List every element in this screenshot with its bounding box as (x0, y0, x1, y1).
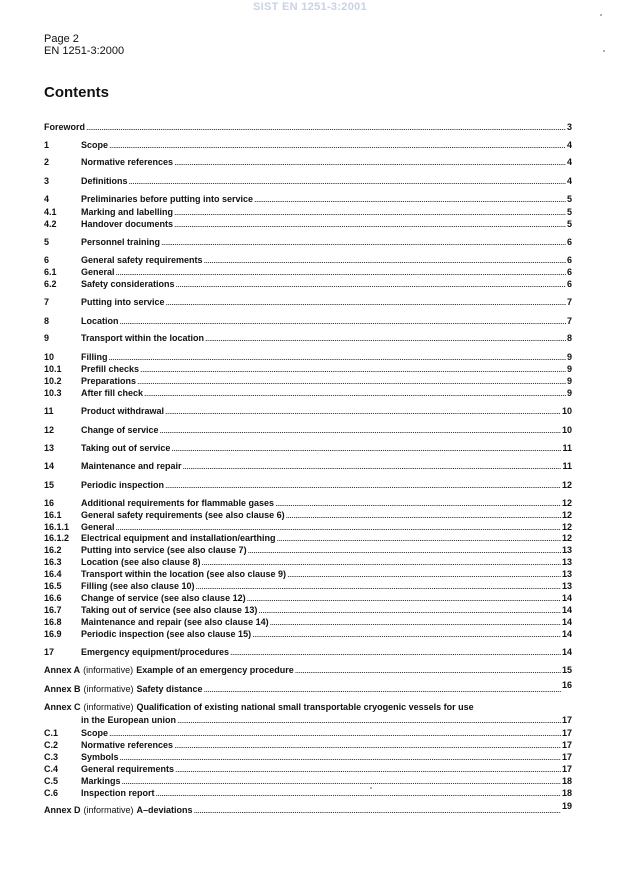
toc-entry-number: C.3 (44, 752, 59, 762)
toc-entry[interactable] (44, 218, 572, 230)
toc-entry-title: Taking out of service (see also clause 13) (81, 605, 258, 615)
toc-entry-number: 11 (44, 406, 54, 416)
toc-entry-title: Normative references (81, 740, 174, 750)
toc-entry-page: 17 (561, 728, 572, 738)
dot-leader (248, 544, 561, 556)
toc-entry-title: Putting into service (see also clause 7) (81, 545, 247, 555)
dot-leader (174, 206, 566, 218)
toc-entry-page: 14 (561, 605, 572, 615)
dot-leader (174, 156, 566, 168)
toc-entry-title: Scope (81, 728, 109, 738)
toc-entry-page: 9 (566, 364, 572, 374)
toc-entry-page: 11 (562, 461, 572, 471)
toc-entry[interactable] (44, 405, 572, 417)
toc-entry-page: 14 (561, 593, 572, 603)
toc-entry-title: Filling (81, 352, 108, 362)
toc-entry[interactable] (44, 121, 572, 133)
toc-entry-number: 16.6 (44, 593, 62, 603)
toc-entry-title: Electrical equipment and installation/earthing (81, 533, 276, 543)
toc-entry-title: Normative references (81, 157, 174, 167)
annex-label: Annex C (44, 702, 81, 712)
toc-entry-number: 10.2 (44, 376, 62, 386)
toc-entry-number: 16.5 (44, 581, 62, 591)
toc-entry-title: Location (see also clause 8) (81, 557, 201, 567)
toc-entry[interactable] (44, 351, 572, 363)
toc-entry-number: 16.1.1 (44, 522, 70, 532)
toc-entry-title: General (81, 267, 115, 277)
dot-leader (252, 628, 561, 640)
toc-entry[interactable] (44, 266, 572, 278)
dot-leader (140, 363, 566, 375)
toc-entry-page: 7 (566, 316, 572, 326)
toc-entry-number: 6.1 (44, 267, 57, 277)
toc-entry-number: 4.1 (44, 207, 57, 217)
toc-entry-page: 16 (561, 680, 572, 690)
toc-entry[interactable] (44, 479, 572, 491)
toc-entry-title: Product withdrawal (81, 406, 165, 416)
toc-entry-number: C.4 (44, 764, 59, 774)
toc-entry-title: Periodic inspection (see also clause 15) (81, 629, 252, 639)
toc-entry-page: 5 (566, 194, 572, 204)
toc-entry-page: 3 (566, 122, 572, 132)
toc-entry-title: Maintenance and repair (see also clause 14) (81, 617, 269, 627)
toc-entry-number: 5 (44, 237, 50, 247)
toc-entry-number: 9 (44, 333, 50, 343)
toc-entry-page: 14 (561, 647, 572, 657)
toc-entry-page: 4 (566, 157, 572, 167)
toc-entry-page: 6 (566, 267, 572, 277)
toc-entry[interactable] (44, 175, 572, 187)
dot-leader (165, 405, 561, 417)
dot-leader (122, 775, 561, 787)
toc-entry[interactable] (44, 763, 572, 775)
toc-entry-title: Markings (81, 776, 121, 786)
dot-leader (120, 751, 561, 763)
dot-leader (120, 315, 566, 327)
toc-entry-number: 2 (44, 157, 50, 167)
toc-entry-number: C.1 (44, 728, 59, 738)
dot-leader (287, 568, 561, 580)
dot-leader (175, 763, 561, 775)
toc-entry[interactable] (44, 296, 572, 308)
toc-entry[interactable] (44, 616, 572, 628)
toc-entry-title: A–deviations (136, 805, 193, 815)
toc-entry-page: 17 (561, 752, 572, 762)
dot-leader (194, 804, 561, 816)
dot-leader (165, 479, 561, 491)
toc-entry[interactable] (44, 509, 572, 521)
dot-leader (205, 332, 566, 344)
toc-entry[interactable] (44, 751, 572, 763)
toc-entry-title: Transport within the location (see also clause 9) (81, 569, 287, 579)
toc-entry-page: 12 (561, 498, 572, 508)
toc-entry-title: Safety distance (136, 684, 203, 694)
toc-entry-title: Putting into service (81, 297, 165, 307)
toc-entry[interactable] (44, 787, 572, 799)
dot-leader (156, 787, 561, 799)
dot-leader (176, 278, 566, 290)
toc-entry-number: 6 (44, 255, 50, 265)
toc-entry-title: Qualification of existing national small transportable cryogenic vessels for use (136, 702, 474, 712)
toc-entry-page: 5 (566, 219, 572, 229)
toc-entry-page: 12 (561, 510, 572, 520)
toc-entry-title: Filling (see also clause 10) (81, 581, 195, 591)
toc-entry-number: 4.2 (44, 219, 57, 229)
toc-entry-number: 13 (44, 443, 55, 453)
toc-entry-number: 12 (44, 425, 55, 435)
dot-leader (230, 646, 561, 658)
dot-leader (254, 193, 566, 205)
toc-entry-title: Preliminaries before putting into service (81, 194, 254, 204)
toc-entry[interactable] (44, 775, 572, 787)
toc-entry[interactable] (44, 544, 572, 556)
dot-leader (116, 266, 566, 278)
toc-entry-page: 17 (561, 764, 572, 774)
dot-leader (171, 442, 561, 454)
dot-leader (183, 460, 562, 472)
dot-leader (174, 218, 566, 230)
standard-number: EN 1251-3:2000 (44, 45, 125, 57)
toc-entry-title: Emergency equipment/procedures (81, 647, 230, 657)
toc-entry-number: 1 (44, 140, 50, 150)
dot-leader (258, 604, 561, 616)
toc-entry-page: 19 (561, 801, 572, 811)
toc-entry-number: 8 (44, 316, 50, 326)
toc-entry-number: 10.1 (44, 364, 62, 374)
dot-leader (277, 532, 561, 544)
toc-entry[interactable] (44, 424, 572, 436)
toc-entry[interactable] (44, 460, 572, 472)
page-title: Contents (44, 84, 109, 101)
toc-entry-page: 12 (561, 480, 572, 490)
toc-entry[interactable] (44, 568, 572, 580)
scan-speck (600, 14, 602, 16)
dot-leader (86, 121, 566, 133)
toc-entry-page: 10 (561, 406, 572, 416)
toc-entry-title: Preparations (81, 376, 137, 386)
toc-entry-title: Prefill checks (81, 364, 140, 374)
toc-entry[interactable] (44, 646, 572, 658)
toc-entry-title: Handover documents (81, 219, 174, 229)
toc-entry-title: Inspection report (81, 788, 155, 798)
toc-entry-title: Scope (81, 140, 109, 150)
page-number: Page 2 (44, 33, 79, 45)
toc-entry-title: Symbols (81, 752, 119, 762)
toc-entry-number: 6.2 (44, 279, 57, 289)
dot-leader (204, 254, 566, 266)
toc-entry-title: Additional requirements for flammable gases (81, 498, 275, 508)
toc-entry-page: 12 (561, 522, 572, 532)
dot-leader (144, 387, 566, 399)
toc-entry-title: Periodic inspection (81, 480, 165, 490)
scan-speck (370, 787, 372, 789)
dot-leader (275, 497, 561, 509)
toc-entry-number: C.2 (44, 740, 59, 750)
toc-entry-page: 10 (561, 425, 572, 435)
toc-entry-number: 16.1 (44, 510, 62, 520)
toc-entry-page: 13 (561, 545, 572, 555)
toc-entry[interactable] (44, 739, 572, 751)
toc-entry[interactable] (44, 375, 572, 387)
toc-entry-page: 6 (566, 255, 572, 265)
annex-label: Annex B (44, 684, 81, 694)
watermark: SIST EN 1251-3:2001 (253, 1, 367, 13)
dot-leader (196, 580, 561, 592)
toc-entry[interactable] (44, 139, 572, 151)
toc-entry-number: 15 (44, 480, 55, 490)
toc-entry-number: C.5 (44, 776, 59, 786)
dot-leader (109, 351, 566, 363)
annex-informative-label: (informative) (83, 665, 134, 675)
annex-label: Annex D (44, 805, 81, 815)
toc-entry-page: 9 (566, 352, 572, 362)
dot-leader (177, 714, 561, 726)
toc-entry-page: 17 (561, 715, 572, 725)
toc-entry-page: 8 (566, 333, 572, 343)
annex-label: Annex A (44, 665, 81, 675)
toc-entry-number: 16.3 (44, 557, 62, 567)
dot-leader (286, 509, 561, 521)
toc-entry[interactable] (44, 206, 572, 218)
toc-entry-page: 4 (566, 176, 572, 186)
toc-entry-title: Transport within the location (81, 333, 205, 343)
toc-entry[interactable] (44, 801, 572, 816)
toc-entry-page: 4 (566, 140, 572, 150)
dot-leader (166, 296, 566, 308)
toc-entry-page: 9 (566, 376, 572, 386)
toc-entry-page: 18 (561, 776, 572, 786)
toc-entry-number: 16.9 (44, 629, 62, 639)
toc-entry[interactable] (44, 332, 572, 344)
toc-entry[interactable] (44, 387, 572, 399)
toc-entry[interactable] (44, 254, 572, 266)
toc-entry-page: 14 (561, 617, 572, 627)
toc-entry-title: Marking and labelling (81, 207, 174, 217)
toc-entry[interactable] (44, 442, 572, 454)
toc-entry-title: Location (81, 316, 119, 326)
toc-entry[interactable] (44, 714, 572, 726)
toc-entry[interactable] (44, 497, 572, 509)
toc-entry-number: 14 (44, 461, 55, 471)
toc-entry-number: 16.4 (44, 569, 62, 579)
toc-entry-number: 10.3 (44, 388, 62, 398)
dot-leader (161, 236, 566, 248)
toc-entry-title: Definitions (81, 176, 128, 186)
dot-leader (202, 556, 561, 568)
toc-entry-page: 9 (566, 388, 572, 398)
toc-entry[interactable] (44, 556, 572, 568)
dot-leader (270, 616, 561, 628)
toc-entry[interactable] (44, 580, 572, 592)
toc-entry[interactable] (44, 680, 572, 695)
annex-informative-label: (informative) (83, 702, 134, 712)
toc-entry[interactable] (44, 664, 572, 676)
toc-entry-page: 13 (561, 557, 572, 567)
toc-entry[interactable] (44, 278, 572, 290)
toc-entry-page: 13 (561, 569, 572, 579)
dot-leader (295, 664, 561, 676)
toc-entry-title: Taking out of service (81, 443, 171, 453)
toc-entry-title: Maintenance and repair (81, 461, 182, 471)
annex-informative-label: (informative) (83, 684, 134, 694)
toc-entry[interactable] (44, 315, 572, 327)
toc-entry-page: 5 (566, 207, 572, 217)
scan-speck (603, 50, 605, 52)
toc-entry-number: 10 (44, 352, 55, 362)
toc-entry-page: 7 (566, 297, 572, 307)
dot-leader (160, 424, 561, 436)
toc-entry-title: Change of service (81, 425, 159, 435)
toc-entry-page: 18 (561, 788, 572, 798)
toc-entry[interactable] (44, 592, 572, 604)
toc-entry-number: 16.8 (44, 617, 62, 627)
toc-entry-number: 4 (44, 194, 50, 204)
dot-leader (109, 139, 566, 151)
toc-entry-page: 6 (566, 279, 572, 289)
toc-entry-number: 17 (44, 647, 55, 657)
toc-entry-number: 7 (44, 297, 50, 307)
dot-leader (174, 739, 561, 751)
toc-entry-page: 14 (561, 629, 572, 639)
toc-entry[interactable] (44, 193, 572, 205)
toc-entry[interactable] (44, 236, 572, 248)
toc-entry-title: Example of an emergency procedure (136, 665, 294, 675)
toc-entry-number: C.6 (44, 788, 59, 798)
toc-entry-title: General (81, 522, 115, 532)
toc-entry[interactable] (44, 532, 572, 544)
dot-leader (109, 727, 561, 739)
dot-leader (137, 375, 566, 387)
toc-entry[interactable] (44, 701, 572, 713)
toc-entry-title: in the European union (81, 715, 176, 725)
toc-entry-title: Foreword (44, 122, 86, 132)
toc-entry-page: 15 (561, 665, 572, 675)
toc-entry-title: General safety requirements (see also clause 6) (81, 510, 285, 520)
toc-entry-page: 12 (561, 533, 572, 543)
toc-entry[interactable] (44, 156, 572, 168)
toc-entry-number: 16.2 (44, 545, 62, 555)
toc-entry-number: 16 (44, 498, 55, 508)
dot-leader (247, 592, 561, 604)
toc-entry-title: General safety requirements (81, 255, 203, 265)
toc-entry-title: Personnel training (81, 237, 161, 247)
toc-entry[interactable] (44, 363, 572, 375)
dot-leader (129, 175, 566, 187)
toc-entry-title: General requirements (81, 764, 175, 774)
toc-entry-title: Change of service (see also clause 12) (81, 593, 246, 603)
toc-entry-number: 16.1.2 (44, 533, 70, 543)
toc-entry[interactable] (44, 604, 572, 616)
toc-entry-page: 17 (561, 740, 572, 750)
toc-entry[interactable] (44, 727, 572, 739)
toc-entry-page: 13 (561, 581, 572, 591)
toc-entry-number: 3 (44, 176, 50, 186)
toc-entry-page: 11 (562, 443, 572, 453)
toc-entry-number: 16.7 (44, 605, 62, 615)
toc-entry-title: Safety considerations (81, 279, 175, 289)
dot-leader (204, 683, 561, 695)
annex-informative-label: (informative) (83, 805, 134, 815)
toc-entry[interactable] (44, 628, 572, 640)
toc-entry-page: 6 (566, 237, 572, 247)
toc-entry-title: After fill check (81, 388, 144, 398)
